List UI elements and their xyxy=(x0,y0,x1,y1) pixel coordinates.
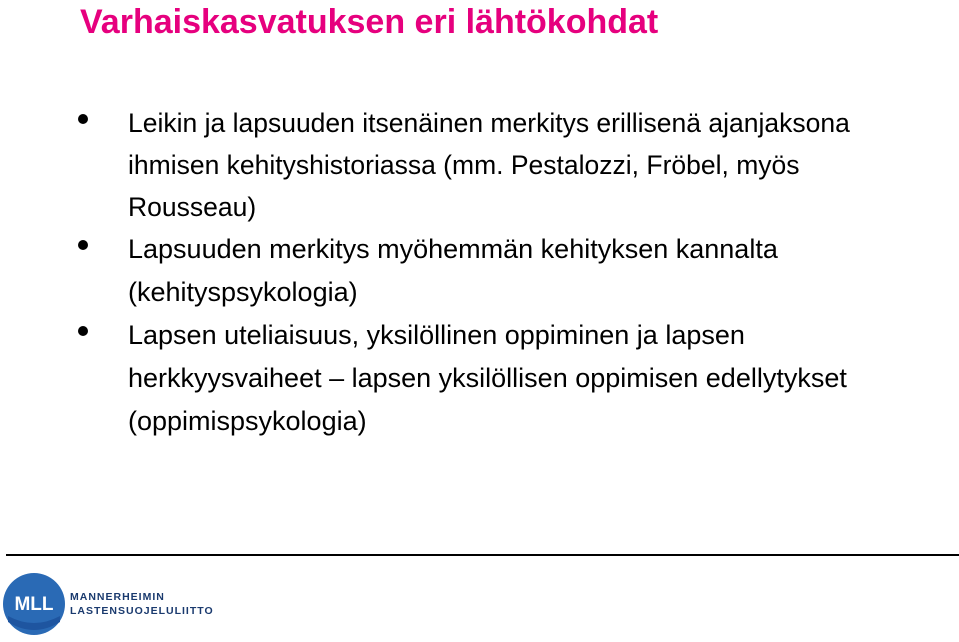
bullet-item xyxy=(0,314,928,443)
mll-logo-icon xyxy=(2,572,66,636)
bullet-list xyxy=(0,102,959,443)
svg-text:MLL: MLL xyxy=(14,594,54,615)
bullet-item xyxy=(0,102,928,228)
logo-line-1: MANNERHEIMIN xyxy=(70,591,165,603)
bullet-dot-icon xyxy=(78,114,88,124)
footer-divider xyxy=(6,554,959,556)
bullet-text: Lapsuuden merkitys myöhemmän kehityksen kannalta (kehityspsykologia) xyxy=(128,234,778,307)
bullet-text: Leikin ja lapsuuden itsenäinen merkitys erillisenä ajanjaksona ihmisen kehityshistoriassa (mm. Pestalozzi, Fröbel, myös Rousseau) xyxy=(128,108,850,222)
bullet-dot-icon xyxy=(78,240,88,250)
logo-wordmark xyxy=(70,590,214,618)
logo-line-2: LASTENSUOJELULIITTO xyxy=(70,605,214,617)
bullet-item xyxy=(0,228,928,314)
slide-title: Varhaiskasvatuksen eri lähtökohdat xyxy=(80,3,659,41)
bullet-text: Lapsen uteliaisuus, yksilöllinen oppiminen ja lapsen herkkyysvaiheet – lapsen yksilöllisen oppimisen edellytykset (oppimispsykologia) xyxy=(128,320,847,436)
mll-logo xyxy=(2,572,214,636)
bullet-dot-icon xyxy=(78,326,88,336)
